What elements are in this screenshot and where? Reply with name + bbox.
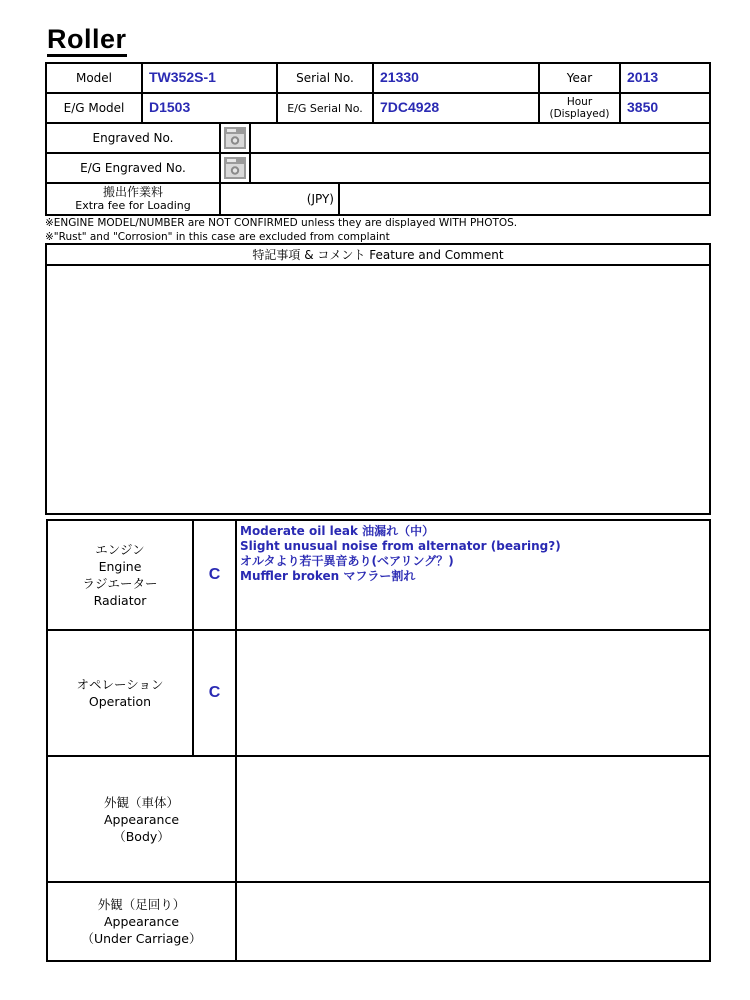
serial-value: 21330 [374,64,540,94]
engine-label-en: Engine [98,559,142,574]
engine-comment: Moderate oil leak 油漏れ（中） [240,524,435,538]
hour-label-line2: (Displayed) [549,108,610,120]
fee-value [221,184,340,214]
feature-header: 特記事項 & コメント Feature and Comment [47,245,709,266]
under-label-jp: 外観（足回り） [97,897,186,912]
hour-value: 3850 [621,94,709,124]
eg-engraved-value [251,154,709,184]
fee-unit: (JPY) [306,192,334,206]
under-label-sub: （Under Carriage） [81,931,202,946]
under-label [48,883,237,960]
year-value: 2013 [621,64,709,94]
fee-label [47,184,221,214]
engraved-value [251,124,709,154]
engine-label-jp: エンジン [95,542,145,557]
engine-comment: Slight unusual noise from alternator (bearing?) [240,539,561,553]
engine-comments [237,521,709,631]
operation-label-en: Operation [88,694,152,709]
engine-label [48,521,194,631]
eg-serial-label: E/G Serial No. [278,94,374,124]
fee-label-en: Extra fee for Loading [75,199,191,212]
body-label-en: Appearance [103,811,180,827]
camera-icon [223,156,247,180]
engraved-photo-cell [221,124,251,154]
radiator-label-jp: ラジエーター [82,576,158,591]
model-label: Model [47,64,143,94]
hour-label-line1: Hour [566,96,593,108]
eg-engraved-photo-cell [221,154,251,184]
feature-box [45,243,711,515]
under-label-en: Appearance [103,914,180,929]
under-comments [237,883,709,960]
body-label-sub: （Body） [113,828,170,844]
year-label: Year [540,64,621,94]
operation-comments [237,631,709,757]
body-label-jp: 外観（車体） [103,794,179,810]
fee-label-jp: 搬出作業料 [102,185,163,199]
operation-grade: C [194,631,237,757]
eg-model-value: D1503 [143,94,278,124]
operation-label [48,631,194,757]
note-rust: ※"Rust" and "Corrosion" in this case are excluded from complaint [45,231,390,243]
fee-extra [340,184,709,214]
model-value: TW352S-1 [143,64,278,94]
eg-serial-value: 7DC4928 [374,94,540,124]
page-title: Roller [47,24,127,57]
operation-label-jp: オペレーション [76,677,164,692]
radiator-label-en: Radiator [93,593,147,608]
body-label [48,757,237,883]
camera-icon [223,126,247,150]
engraved-label: Engraved No. [47,124,221,154]
eg-engraved-label: E/G Engraved No. [47,154,221,184]
serial-label: Serial No. [278,64,374,94]
engine-comment: オルタより若干異音あり(ベアリング？) [240,554,454,568]
body-comments [237,757,709,883]
note-engine-photos: ※ENGINE MODEL/NUMBER are NOT CONFIRMED unless they are displayed WITH PHOTOS. [45,217,518,229]
eg-model-label: E/G Model [47,94,143,124]
hour-label [540,94,621,124]
engine-grade: C [194,521,237,631]
engine-comment: Muffler broken マフラー割れ [240,569,416,583]
